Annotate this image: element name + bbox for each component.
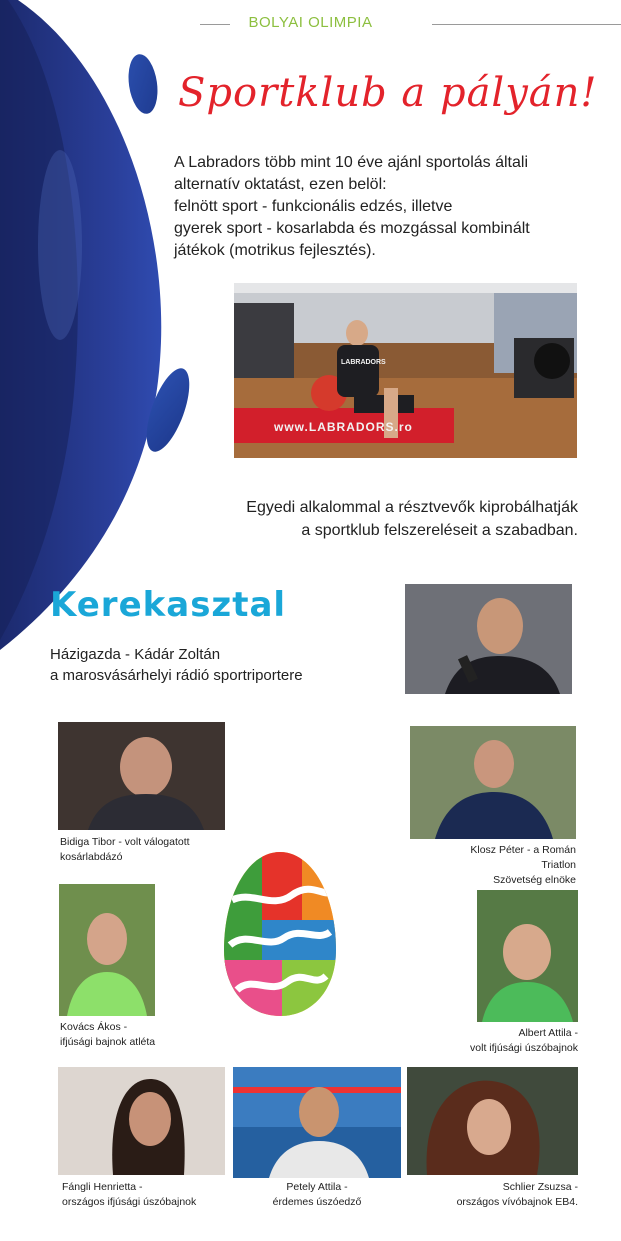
guest-caption-line: érdemes úszóedző [272,1196,362,1208]
gym-photo [234,283,577,458]
guest-caption-klosz [410,843,576,888]
guest-caption-kovacs [60,1020,155,1050]
guest-caption-bidiga [60,835,190,865]
guest-photo-kovacs [59,884,155,1016]
guest-caption-line: Fángli Henrietta - [62,1181,143,1193]
photo-caption [180,496,578,542]
intro-line: felnött sport - funkcionális edzés, illetve [174,198,453,215]
photo-banner-text: www.LABRADORS.ro [274,420,413,434]
guest-photo-bidiga [58,722,225,830]
guest-caption-line: ifjúsági bajnok atléta [60,1036,156,1048]
guest-caption-schlier [420,1180,578,1210]
guest-caption-fangli [62,1180,196,1210]
guest-caption-line: Kovács Ákos - [60,1021,128,1033]
caption-line: Egyedi alkalommal a résztvevők kiprobálhatják [246,499,578,516]
guest-caption-line: volt ifjúsági úszóbajnok [470,1042,578,1054]
guest-caption-albert [440,1026,578,1056]
intro-line: A Labradors több mint 10 éve ajánl sportolás általi [174,154,528,171]
guest-caption-line: Bidiga Tibor - volt válogatott [60,836,190,848]
guest-caption-line: kosárlabdázó [60,851,123,863]
olympic-logo [222,850,338,1018]
guest-caption-petely [233,1180,401,1210]
guest-caption-line: Albert Attila - [518,1027,578,1039]
intro-line: alternatív oktatást, ezen belöl: [174,176,387,193]
caption-line: a sportklub felszereléseit a szabadban. [301,522,578,539]
intro-text [174,152,604,262]
guest-photo-schlier [407,1067,578,1175]
guest-caption-line: Petely Attila - [286,1181,348,1193]
guest-photo-albert [477,890,578,1022]
header-title: BOLYAI OLIMPIA [248,14,373,31]
host-photo [405,584,572,694]
guest-photo-petely [233,1067,401,1178]
host-text [50,644,303,686]
host-line: Házigazda - Kádár Zoltán [50,646,221,663]
guest-caption-line: országos vívóbajnok EB4. [456,1196,578,1208]
intro-line: játékok (motrikus fejlesztés). [174,242,376,259]
guest-caption-line: Szövetség elnöke [493,874,576,886]
guest-photo-klosz [410,726,576,839]
guest-caption-line: Schlier Zsuzsa - [502,1181,578,1193]
guest-caption-line: Triatlon [541,859,576,871]
decorative-arc [0,0,200,650]
section-title-kerekasztal: Kerekasztal [50,585,287,625]
host-line: a marosvásárhelyi rádió sportriportere [50,667,303,684]
guest-caption-line: Klosz Péter - a Román [470,844,576,856]
guest-photo-fangli [58,1067,225,1175]
guest-caption-line: országos ifjúsági úszóbajnok [62,1196,197,1208]
intro-line: gyerek sport - kosarlabda és mozgással kombinált [174,220,530,237]
section-title-sportklub: Sportklub a pályán! [178,70,598,116]
photo-shirt-text: LABRADORS [341,359,386,366]
